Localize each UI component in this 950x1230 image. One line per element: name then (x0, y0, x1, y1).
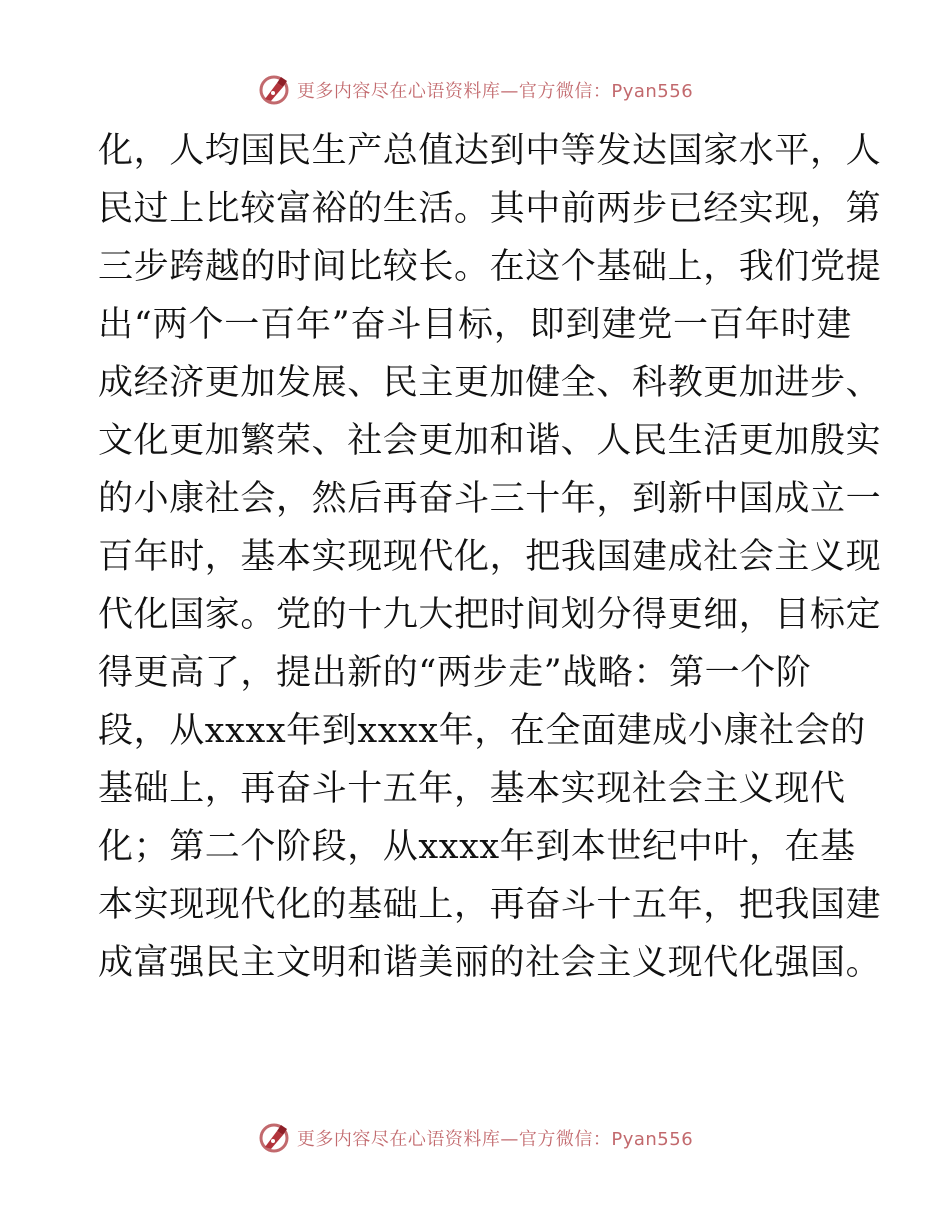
body-line: 段，从xxxx年到xxxx年，在全面建成小康社会的 (98, 711, 866, 751)
body-line: 成经济更加发展、民主更加健全、科教更加进步、 (98, 363, 882, 403)
pen-nib-seal-icon (257, 73, 291, 107)
footer-banner-text: 更多内容尽在心语资料库—官方微信：Pyan556 (296, 1129, 694, 1150)
body-line: 民过上比较富裕的生活。其中前两步已经实现，第 (98, 189, 882, 229)
document-body (98, 122, 882, 992)
body-line: 文化更加繁荣、社会更加和谐、人民生活更加殷实 (98, 421, 882, 461)
header-banner (0, 70, 950, 110)
body-line: 化，人均国民生产总值达到中等发达国家水平，人 (98, 131, 882, 171)
body-line: 的小康社会，然后再奋斗三十年，到新中国成立一 (98, 479, 882, 519)
pen-nib-seal-icon (257, 1121, 291, 1155)
body-line: 百年时，基本实现现代化，把我国建成社会主义现 (98, 537, 882, 577)
body-line: 基础上，再奋斗十五年，基本实现社会主义现代 (98, 769, 846, 809)
body-line: 成富强民主文明和谐美丽的社会主义现代化强国。 (98, 943, 882, 983)
body-line: 三步跨越的时间比较长。在这个基础上，我们党提 (98, 247, 882, 287)
body-line: 代化国家。党的十九大把时间划分得更细，目标定 (98, 595, 882, 635)
body-line: 得更高了，提出新的“两步走”战略：第一个阶 (98, 653, 812, 693)
header-banner-text: 更多内容尽在心语资料库—官方微信：Pyan556 (296, 81, 694, 102)
body-line: 出“两个一百年”奋斗目标，即到建党一百年时建 (98, 305, 852, 345)
footer-banner (0, 1118, 950, 1158)
body-line: 化；第二个阶段，从xxxx年到本世纪中叶，在基 (98, 827, 856, 867)
body-line: 本实现现代化的基础上，再奋斗十五年，把我国建 (98, 885, 882, 925)
